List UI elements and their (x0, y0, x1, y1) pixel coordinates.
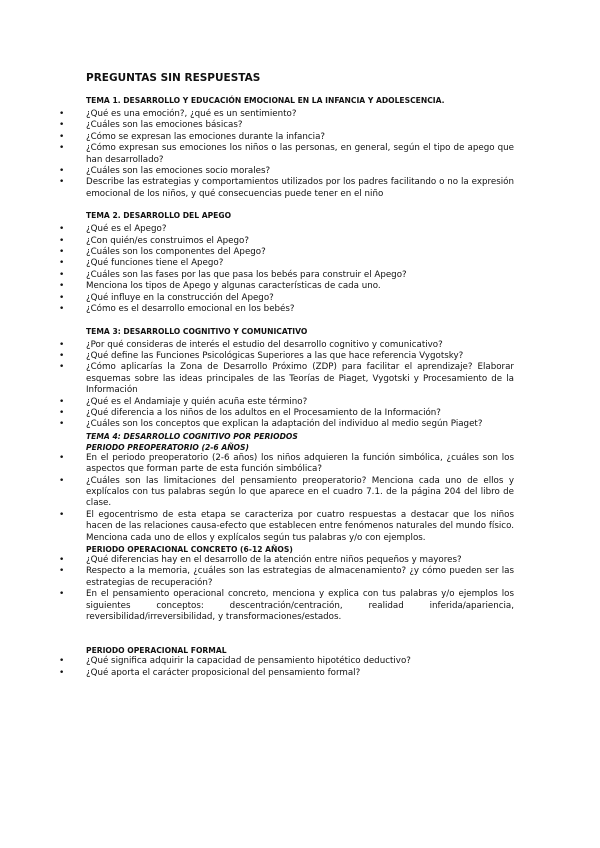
list-item: • ¿Cuáles son las emociones socio morales? (86, 166, 514, 177)
spacer (86, 623, 514, 645)
list-item: • ¿Qué define las Funciones Psicológicas Superiores a las que hace referencia Vygotsky? (86, 351, 514, 362)
list-item: • Describe las estrategias y comportamientos utilizados por los padres facilitando o no la expresión emocional de los niños, y qué consecuencias puede tener en el niño (86, 177, 514, 200)
section-tema-1 (86, 95, 514, 200)
list-item: • ¿Qué influye en la construcción del Apego? (86, 293, 514, 304)
question-list (86, 224, 514, 315)
list-item: • Respecto a la memoria, ¿cuáles son las estrategias de almacenamiento? ¿y cómo pueden ser las estrategias de recuperación? (86, 566, 514, 589)
question-list (86, 555, 514, 623)
question-list (86, 340, 514, 431)
section-heading: TEMA 3: DESARROLLO COGNITIVO Y COMUNICATIVO (86, 326, 308, 336)
list-item: • ¿Cómo aplicarías la Zona de Desarrollo Próximo (ZDP) para facilitar el aprendizaje? Elaborar esquemas sobre las ideas principales de las Teorías de Piaget, Vygotski y Procesamiento de la Información (86, 362, 514, 396)
section-heading: TEMA 2. DESARROLLO DEL APEGO (86, 211, 232, 221)
list-item: • ¿Qué diferencia a los niños de los adultos en el Procesamiento de la Información? (86, 408, 514, 419)
list-item: • ¿Qué diferencias hay en el desarrollo de la atención entre niños pequeños y mayores? (86, 555, 514, 566)
list-item: • En el periodo preoperatorio (2-6 años) los niños adquieren la función simbólica, ¿cuáles son los aspectos que forman parte de esta función simbólica? (86, 453, 514, 476)
subsection-heading-preoperatorio: PERIODO PREOPERATORIO (2-6 AÑOS) (86, 442, 249, 452)
section-tema-2 (86, 210, 514, 315)
list-item: • ¿Cómo expresan sus emociones los niños o las personas, en general, según el tipo de apego que han desarrollado? (86, 143, 514, 166)
list-item: • ¿Cuáles son las emociones básicas? (86, 120, 514, 131)
list-item: • ¿Qué es el Andamiaje y quién acuña este término? (86, 397, 514, 408)
question-list (86, 656, 514, 679)
list-item: • ¿Cuáles son los conceptos que explican la adaptación del individuo al medio según Piaget? (86, 419, 514, 430)
list-item: • ¿Qué funciones tiene el Apego? (86, 258, 514, 269)
subsection-heading-formal: PERIODO OPERACIONAL FORMAL (86, 646, 227, 656)
subsection-heading-concreto: PERIODO OPERACIONAL CONCRETO (6-12 AÑOS) (86, 545, 293, 554)
list-item: • El egocentrismo de esta etapa se caracteriza por cuatro respuestas a destacar que los niños hacen de las relaciones causa-efecto que establecen entre fenómenos naturales del mundo físico. Menciona cada uno de ellos y explícalos según tus palabras y/o con ejemplos. (86, 510, 514, 544)
list-item: • En el pensamiento operacional concreto, menciona y explica con tus palabras y/o ejemplos los siguientes conceptos: descentración/centración, realidad inferida/apariencia, reversibilidad/irreversibilidad, y transformaciones/estados. (86, 589, 514, 623)
section-tema-3 (86, 326, 514, 431)
list-item: • ¿Con quién/es construimos el Apego? (86, 236, 514, 247)
list-item: • ¿Qué significa adquirir la capacidad de pensamiento hipotético deductivo? (86, 656, 514, 667)
question-list (86, 109, 514, 200)
section-tema-4 (86, 431, 514, 680)
list-item: • ¿Qué es el Apego? (86, 224, 514, 235)
list-item: • ¿Cuáles son las fases por las que pasa los bebés para construir el Apego? (86, 270, 514, 281)
section-heading: TEMA 4: DESARROLLO COGNITIVO POR PERIODOS (86, 431, 298, 441)
list-item: • ¿Qué es una emoción?, ¿qué es un sentimiento? (86, 109, 514, 120)
list-item: • Menciona los tipos de Apego y algunas características de cada uno. (86, 281, 514, 292)
list-item: • ¿Cómo es el desarrollo emocional en los bebés? (86, 304, 514, 315)
section-heading: TEMA 1. DESARROLLO Y EDUCACIÓN EMOCIONAL EN LA INFANCIA Y ADOLESCENCIA. (86, 96, 445, 105)
document-page (86, 72, 514, 679)
list-item: • ¿Cuáles son los componentes del Apego? (86, 247, 514, 258)
page-title: PREGUNTAS SIN RESPUESTAS (86, 72, 261, 84)
list-item: • ¿Cómo se expresan las emociones durante la infancia? (86, 132, 514, 143)
list-item: • ¿Cuáles son las limitaciones del pensamiento preoperatorio? Menciona cada uno de ellos y explícalos con tus palabras según lo que aparece en el cuadro 7.1. de la página 204 del libro de clase. (86, 476, 514, 510)
list-item: • ¿Por qué consideras de interés el estudio del desarrollo cognitivo y comunicativo? (86, 340, 514, 351)
list-item: • ¿Qué aporta el carácter proposicional del pensamiento formal? (86, 668, 514, 679)
question-list (86, 453, 514, 544)
